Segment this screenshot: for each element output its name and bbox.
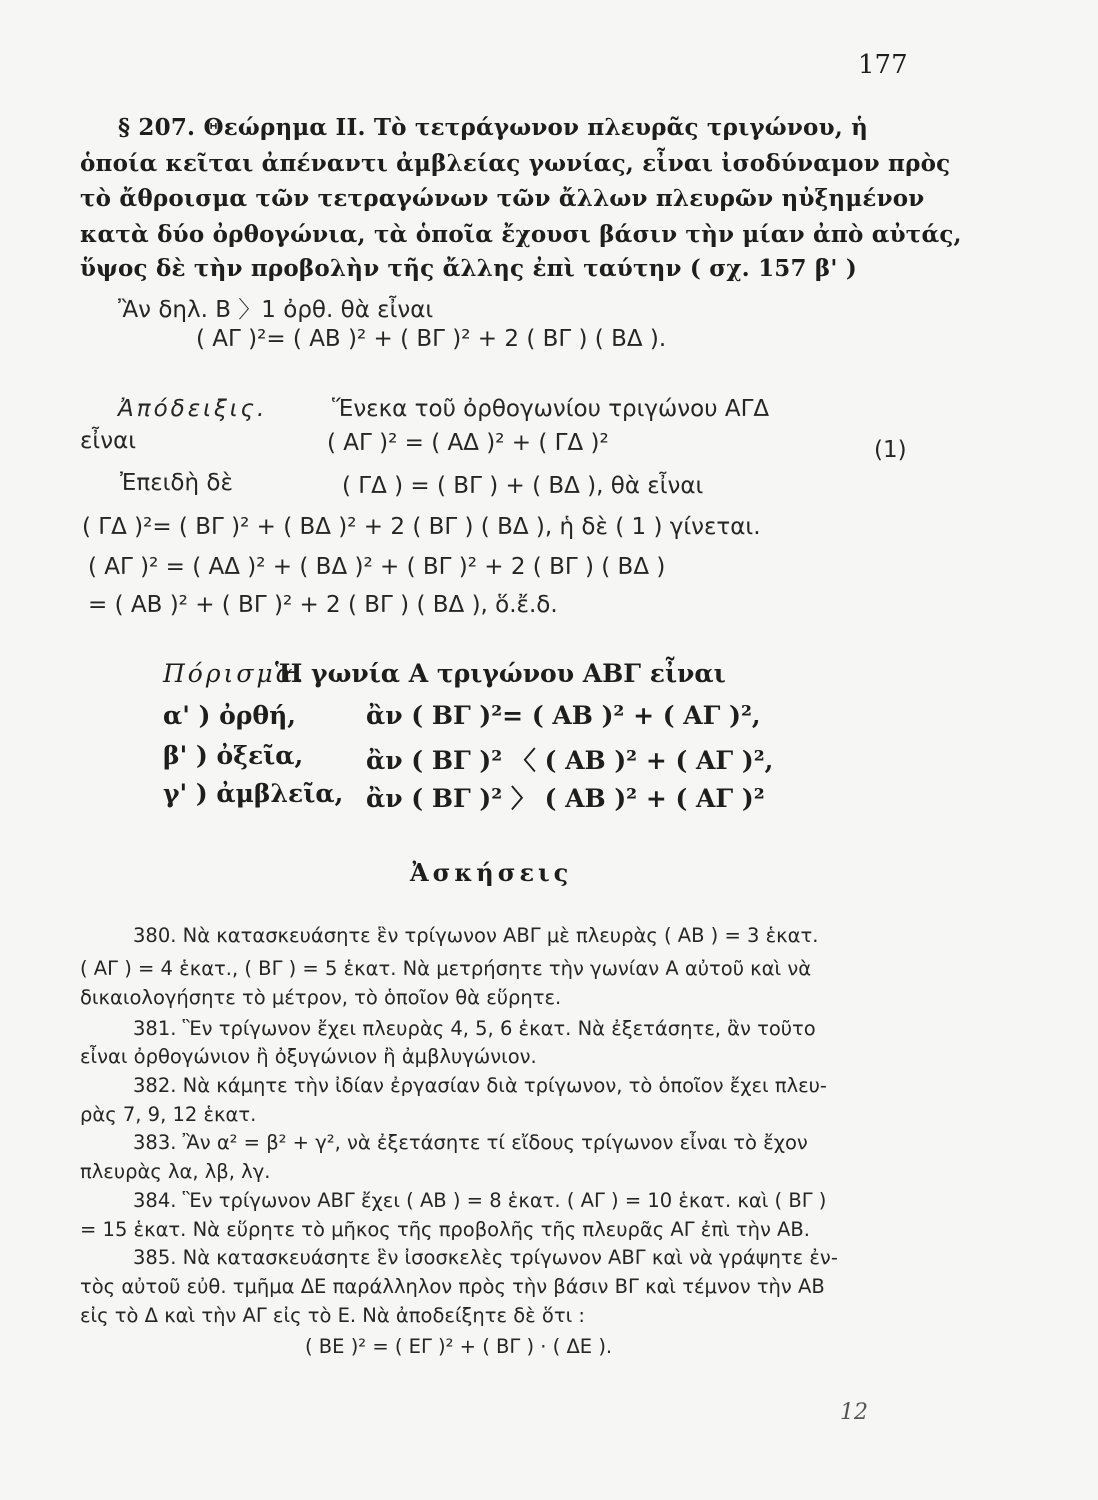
signature-mark: 12 xyxy=(840,1400,868,1425)
exercise-line: 384. Ἓν τρίγωνον ΑΒΓ ἔχει ( ΑΒ ) = 8 ἑκατ. ( ΑΓ ) = 10 ἑκατ. καὶ ( ΒΓ ) xyxy=(133,1189,827,1212)
proof-line-lead: Ἐπειδὴ δὲ xyxy=(120,470,233,496)
exercise-line: 385. Νὰ κατασκευάσητε ἓν ἰσοσκελὲς τρίγωνον ΑΒΓ καὶ νὰ γράψητε ἐν- xyxy=(133,1246,838,1269)
corollary-case-name: α' ) ὀρθή, xyxy=(163,701,296,730)
equation-number: (1) xyxy=(874,437,907,463)
proof-line: ( ΓΔ )²= ( ΒΓ )² + ( ΒΔ )² + 2 ( ΒΓ ) ( ΒΔ ), ἡ δὲ ( 1 ) γίνεται. xyxy=(82,514,761,540)
theorem-line: ὕψος δὲ τὴν προβολὴν τῆς ἄλλης ἐπὶ ταύτην ( σχ. 157 β' ) xyxy=(80,255,857,282)
page-number: 177 xyxy=(858,50,908,80)
exercise-line: ρὰς 7, 9, 12 ἑκατ. xyxy=(80,1103,257,1126)
corollary-label: Πόρισμα. xyxy=(163,659,307,688)
proof-intro: Ἕνεκα τοῦ ὀρθογωνίου τριγώνου ΑΓΔ xyxy=(332,396,770,422)
corollary-intro: Ἡ γωνία Α τριγώνου ΑΒΓ εἶναι xyxy=(275,659,726,688)
corollary-case-condition: ἂν ( ΒΓ )²= ( ΑΒ )² + ( ΑΓ )², xyxy=(366,701,761,730)
proof-formula: ( ΑΓ )² = ( ΑΔ )² + ( ΓΔ )² xyxy=(327,430,609,456)
proof-formula: ( ΓΔ ) = ( ΒΓ ) + ( ΒΔ ), θὰ εἶναι xyxy=(342,473,704,499)
statement-formula: ( ΑΓ )²= ( ΑΒ )² + ( ΒΓ )² + 2 ( ΒΓ ) ( ΒΔ ). xyxy=(196,326,667,352)
proof-line-lead: εἶναι xyxy=(80,428,137,454)
proof-line: ( ΑΓ )² = ( ΑΔ )² + ( ΒΔ )² + ( ΒΓ )² + 2 ( ΒΓ ) ( ΒΔ ) xyxy=(88,554,666,580)
statement-condition: Ἂν δηλ. Β 〉1 ὀρθ. θὰ εἶναι xyxy=(118,297,434,323)
exercises-heading: Ἀσκήσεις xyxy=(410,858,573,887)
corollary-case-name: γ' ) ἀμβλεῖα, xyxy=(163,779,344,808)
theorem-line: ὁποία κεῖται ἀπέναντι ἀμβλείας γωνίας, εἶναι ἰσοδύναμον πρὸς xyxy=(80,150,951,177)
theorem-line: τὸ ἄθροισμα τῶν τετραγώνων τῶν ἄλλων πλευρῶν ηὐξημένον xyxy=(80,185,925,212)
corollary-case-condition: ἂν ( ΒΓ )² 〉 ( ΑΒ )² + ( ΑΓ )² xyxy=(366,784,765,813)
exercise-formula: ( ΒΕ )² = ( ΕΓ )² + ( ΒΓ ) · ( ΔΕ ). xyxy=(305,1335,613,1358)
exercise-line: εἶναι ὀρθογώνιον ἢ ὀξυγώνιον ἢ ἀμβλυγώνιον. xyxy=(80,1045,537,1068)
theorem-line: κατὰ δύο ὀρθογώνια, τὰ ὁποῖα ἔχουσι βάσιν τὴν μίαν ἀπὸ αὐτάς, xyxy=(80,221,962,248)
exercise-line: = 15 ἑκατ. Νὰ εὕρητε τὸ μῆκος τῆς προβολῆς τῆς πλευρᾶς ΑΓ ἐπὶ τὴν ΑΒ. xyxy=(80,1218,810,1241)
corollary-case-name: β' ) ὀξεῖα, xyxy=(163,741,304,770)
proof-label: Ἀπόδειξις. xyxy=(118,396,268,422)
exercise-line: ( ΑΓ ) = 4 ἑκατ., ( ΒΓ ) = 5 ἑκατ. Νὰ μετρήσητε τὴν γωνίαν Α αὐτοῦ καὶ νὰ xyxy=(80,957,812,980)
exercise-line: 382. Νὰ κάμητε τὴν ἰδίαν ἐργασίαν διὰ τρίγωνον, τὸ ὁποῖον ἔχει πλευ- xyxy=(133,1074,827,1097)
theorem-line: § 207. Θεώρημα ΙΙ. Τὸ τετράγωνον πλευρᾶς τριγώνου, ἡ xyxy=(118,114,869,141)
exercise-line: τὸς αὐτοῦ εὐθ. τμῆμα ΔΕ παράλληλον πρὸς τὴν βάσιν ΒΓ καὶ τέμνον τὴν ΑΒ xyxy=(80,1275,825,1298)
exercise-line: πλευρὰς λα, λβ, λγ. xyxy=(80,1160,271,1183)
exercise-line: 381. Ἓν τρίγωνον ἔχει πλευρὰς 4, 5, 6 ἑκατ. Νὰ ἐξετάσητε, ἂν τοῦτο xyxy=(133,1017,816,1040)
exercise-line: δικαιολογήσητε τὸ μέτρον, τὸ ὁποῖον θὰ εὕρητε. xyxy=(80,986,562,1009)
proof-line: = ( ΑΒ )² + ( ΒΓ )² + 2 ( ΒΓ ) ( ΒΔ ), ὅ.ἔ.δ. xyxy=(88,592,558,618)
corollary-case-condition: ἂν ( ΒΓ )² 〈 ( ΑΒ )² + ( ΑΓ )², xyxy=(366,746,774,775)
exercise-line: εἰς τὸ Δ καὶ τὴν ΑΓ εἰς τὸ Ε. Νὰ ἀποδείξητε δὲ ὅτι : xyxy=(80,1304,585,1327)
exercise-line: 380. Νὰ κατασκευάσητε ἓν τρίγωνον ΑΒΓ μὲ πλευρὰς ( ΑΒ ) = 3 ἑκατ. xyxy=(133,924,819,947)
exercise-line: 383. Ἂν α² = β² + γ², νὰ ἐξετάσητε τί εἴδους τρίγωνον εἶναι τὸ ἔχον xyxy=(133,1131,808,1154)
